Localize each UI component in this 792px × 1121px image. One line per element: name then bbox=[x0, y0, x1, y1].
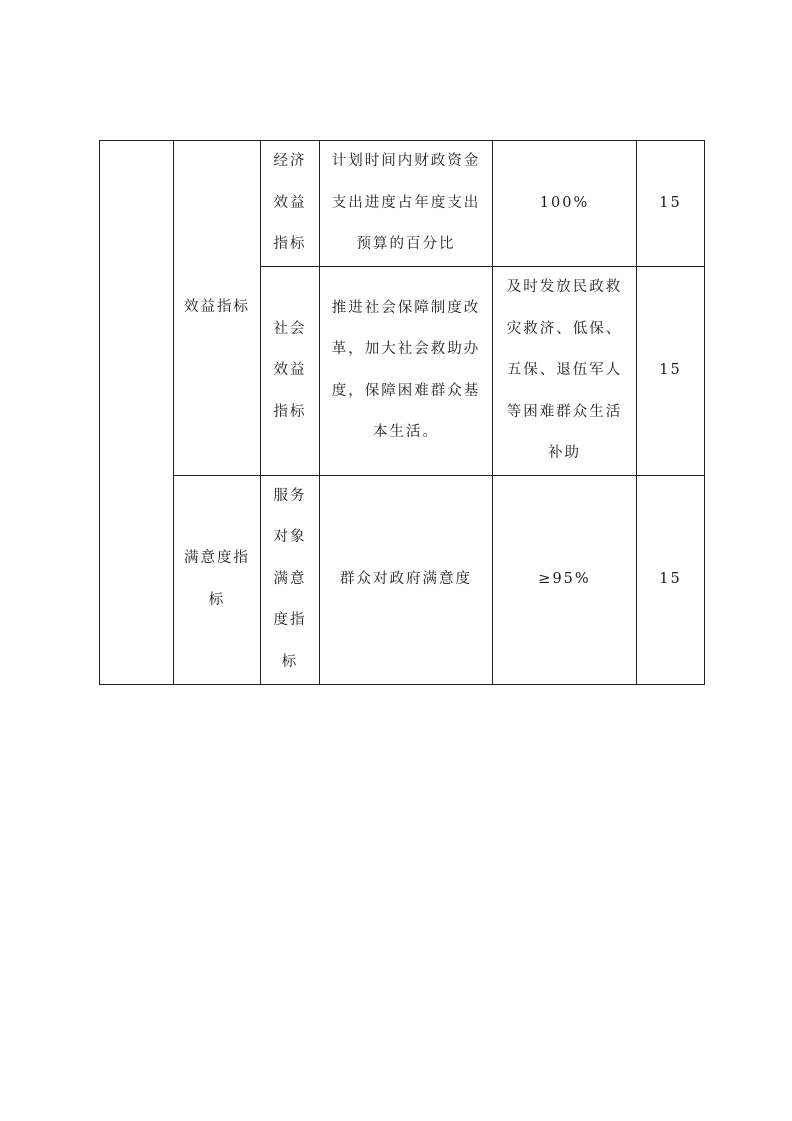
score-value: 15 bbox=[659, 570, 682, 587]
level2-label-benefit: 效益指标 bbox=[184, 299, 250, 315]
target-value-cell bbox=[493, 475, 637, 684]
table-row bbox=[100, 475, 705, 684]
level2-line: 标 bbox=[208, 591, 226, 608]
target-line: 及时发放民政救 bbox=[506, 279, 623, 295]
level3-line: 效益 bbox=[273, 194, 307, 211]
indicator-name-cell bbox=[320, 267, 493, 476]
level3-line: 经济 bbox=[273, 153, 307, 170]
target-line: 五保、退伍军人 bbox=[506, 362, 623, 378]
score-value: 15 bbox=[659, 194, 682, 211]
level3-line: 标 bbox=[281, 653, 299, 670]
level3-indicator-cell bbox=[261, 141, 320, 267]
indicator-line: 推进社会保障制度改 bbox=[331, 299, 481, 316]
target-value-cell bbox=[493, 267, 637, 476]
indicator-line: 革，加大社会救助办 bbox=[331, 341, 481, 358]
score-cell bbox=[637, 475, 705, 684]
indicator-name-cell bbox=[320, 475, 493, 684]
indicator-line: 支出进度占年度支出 bbox=[331, 194, 481, 211]
level3-line: 满意 bbox=[273, 570, 307, 587]
level3-line: 对象 bbox=[273, 529, 307, 546]
indicator-name-cell bbox=[320, 141, 493, 267]
score-cell bbox=[637, 141, 705, 267]
indicator-line: 本生活。 bbox=[373, 424, 439, 441]
level3-line: 指标 bbox=[273, 403, 307, 420]
target-line: 补助 bbox=[548, 445, 581, 461]
level3-indicator-cell bbox=[261, 267, 320, 476]
level1-indicator-cell bbox=[100, 141, 174, 685]
target-line: 等困难群众生活 bbox=[506, 403, 623, 420]
indicator-line: 群众对政府满意度 bbox=[340, 570, 472, 587]
level3-line: 社会 bbox=[273, 320, 307, 337]
indicator-line: 度，保障困难群众基 bbox=[331, 382, 481, 399]
level3-line: 指标 bbox=[273, 236, 307, 253]
target-value-cell bbox=[493, 141, 637, 267]
level3-line: 效益 bbox=[273, 362, 307, 378]
target-line: ≥95% bbox=[538, 570, 591, 587]
level3-line: 度指 bbox=[273, 612, 307, 629]
level3-line: 服务 bbox=[273, 487, 307, 504]
score-value: 15 bbox=[659, 362, 682, 378]
level2-line: 满意度指 bbox=[184, 550, 250, 566]
level2-indicator-cell bbox=[174, 141, 261, 476]
target-line: 100% bbox=[539, 194, 590, 211]
indicator-line: 计划时间内财政资金 bbox=[331, 153, 481, 170]
performance-indicator-table bbox=[99, 140, 705, 685]
table-row bbox=[100, 141, 705, 267]
level2-indicator-cell bbox=[174, 475, 261, 684]
level3-indicator-cell bbox=[261, 475, 320, 684]
indicator-line: 预算的百分比 bbox=[356, 236, 456, 253]
score-cell bbox=[637, 267, 705, 476]
target-line: 灾救济、低保、 bbox=[506, 320, 623, 337]
